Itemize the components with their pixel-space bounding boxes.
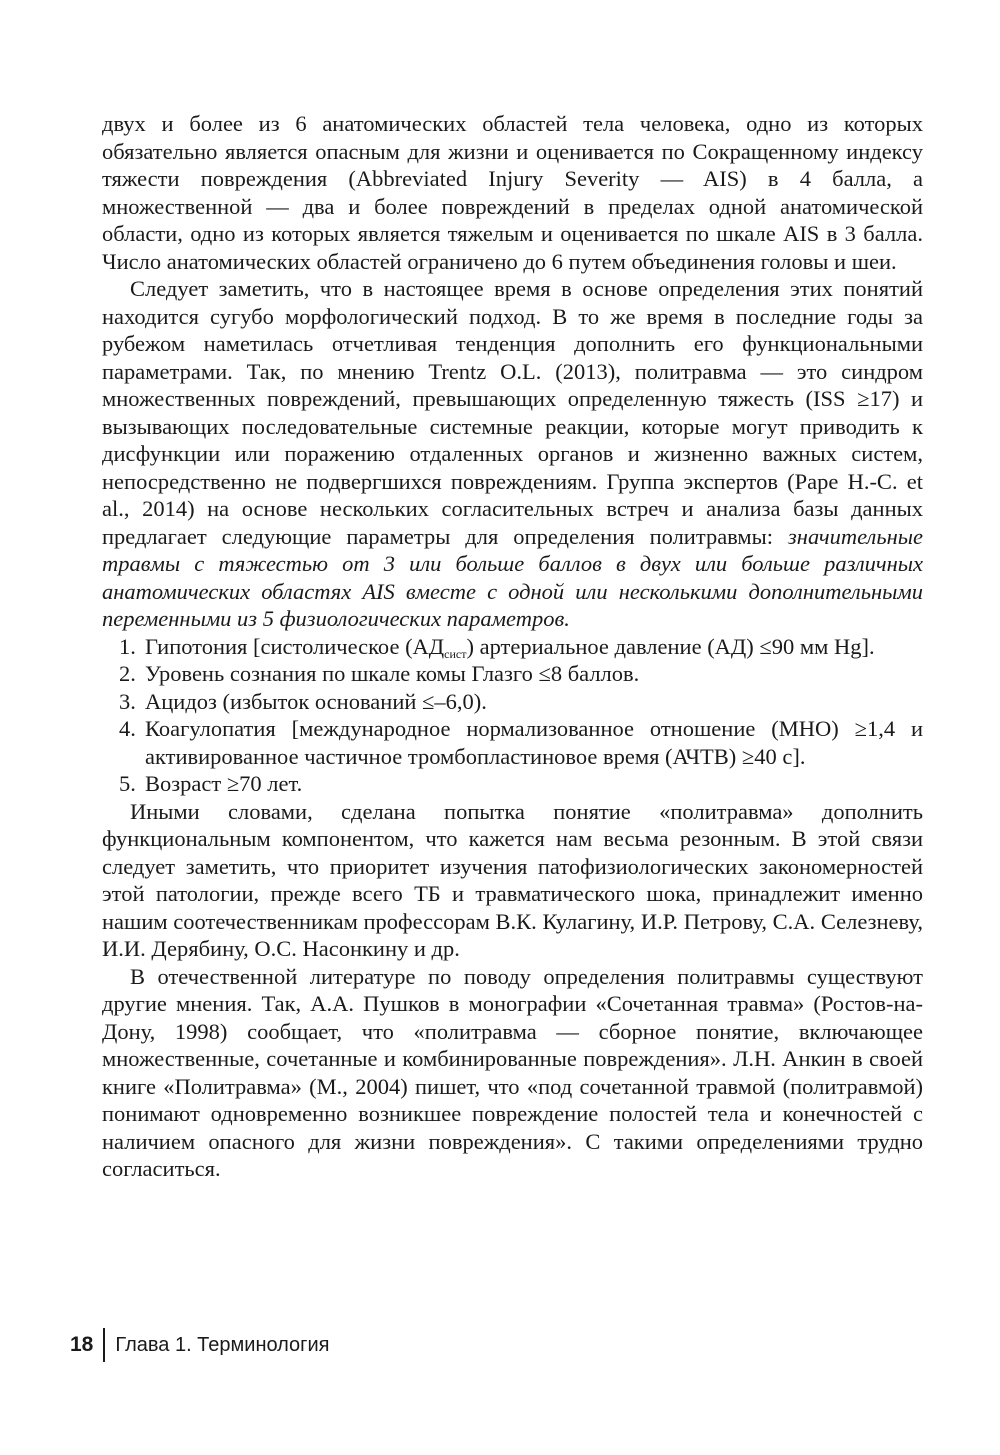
list-item-number: 5. bbox=[119, 771, 136, 796]
page-footer bbox=[70, 1325, 329, 1365]
list-item-text: Коагулопатия [международное нормализованное отношение (МНО) ≥1,4 и активированное частичное тромбопластиновое время (АЧТВ) ≥40 с]. bbox=[145, 716, 923, 769]
list-item-number: 4. bbox=[119, 716, 136, 741]
paragraph-2-italic: значительные травмы с тяжестью от 3 или больше баллов в двух или больше различных анатомических областях AIS вместе с одной или несколькими дополнительными переменными из 5 физиологических параметров. bbox=[102, 523, 923, 631]
list-item-number: 3. bbox=[119, 688, 136, 714]
list-item-text: Уровень сознания по шкале комы Глазго ≤8 баллов. bbox=[145, 661, 640, 686]
list-item bbox=[102, 633, 923, 661]
paragraph-2 bbox=[102, 275, 923, 633]
list-item-text-after: ) артериальное давление (АД) ≤90 мм Hg]. bbox=[466, 633, 875, 659]
paragraph-3: Иными словами, сделана попытка понятие «политравма» дополнить функциональным компонентом, что кажется нам весьма резонным. В этой связи следует заметить, что приоритет изучения патофизиологических закономерностей этой патологии, прежде всего ТБ и травматического шока, принадлежит именно нашим соотечественникам профессорам В.К. Кулагину, И.Р. Петрову, С.А. Селезневу, И.И. Дерябину, О.С. Насонкину и др. bbox=[102, 798, 923, 961]
list-item-subscript: сист bbox=[444, 646, 467, 661]
list-item bbox=[102, 770, 923, 798]
chapter-title: Глава 1. Терминология bbox=[115, 1333, 330, 1356]
list-item-number: 2. bbox=[119, 661, 136, 686]
list-item-text: Гипотония [систолическое (АД bbox=[145, 633, 445, 659]
footer-divider bbox=[103, 1328, 105, 1362]
parameters-list bbox=[102, 633, 923, 798]
list-item bbox=[102, 715, 923, 770]
list-item-number: 1. bbox=[119, 633, 136, 659]
list-item-text: Ацидоз (избыток оснований ≤–6,0). bbox=[145, 688, 487, 714]
page-number: 18 bbox=[70, 1333, 94, 1356]
list-item bbox=[102, 660, 923, 688]
paragraph-1: двух и более из 6 анатомических областей тела человека, одно из которых обязательно является опасным для жизни и оценивается по Сокращенному индексу тяжести повреждения (Abbreviated Injury Severity — AIS) в 4 балла, а множественной — два и более повреждений в пределах одной анатомической области, одно из которых является тяжелым и оценивается по шкале AIS в 3 балла. Число анатомических областей ограничено до 6 путем объединения головы и шеи. bbox=[102, 111, 923, 274]
list-item-text: Возраст ≥70 лет. bbox=[145, 771, 303, 796]
paragraph-2-text: Следует заметить, что в настоящее время в основе определения этих понятий находится сугубо морфологический подход. В то же время в последние годы за рубежом наметилась отчетливая тенденция дополнить его функциональными параметрами. Так, по мнению Trentz O.L. (2013), политравма — это синдром множественных повреждений, превышающих определенную тяжесть (ISS ≥17) и вызывающих последовательные системные реакции, которые могут приводить к дисфункции или поражению отдаленных органов и жизненно важных систем, непосредственно не подвергшихся повреждениям. Группа экспертов (Pape H.-C. et al., 2014) на основе нескольких согласительных встреч и анализа базы данных предлагает следующие параметры для определения политравмы: bbox=[102, 276, 923, 549]
paragraph-4: В отечественной литературе по поводу определения политравмы существуют другие мнения. Так, А.А. Пушков в монографии «Сочетанная травма» (Ростов-на-Дону, 1998) сообщает, что «политравма — сборное понятие, включающее множественные, сочетанные и комбинированные повреждения». Л.Н. Анкин в своей книге «Политравма» (М., 2004) пишет, что «под сочетанной травмой (политравмой) понимают одновременно возникшее повреждение полостей тела и конечностей с наличием опасного для жизни повреждения». С такими определениями трудно согласиться. bbox=[102, 963, 923, 1181]
list-item bbox=[102, 688, 923, 716]
page-body bbox=[102, 110, 923, 1183]
